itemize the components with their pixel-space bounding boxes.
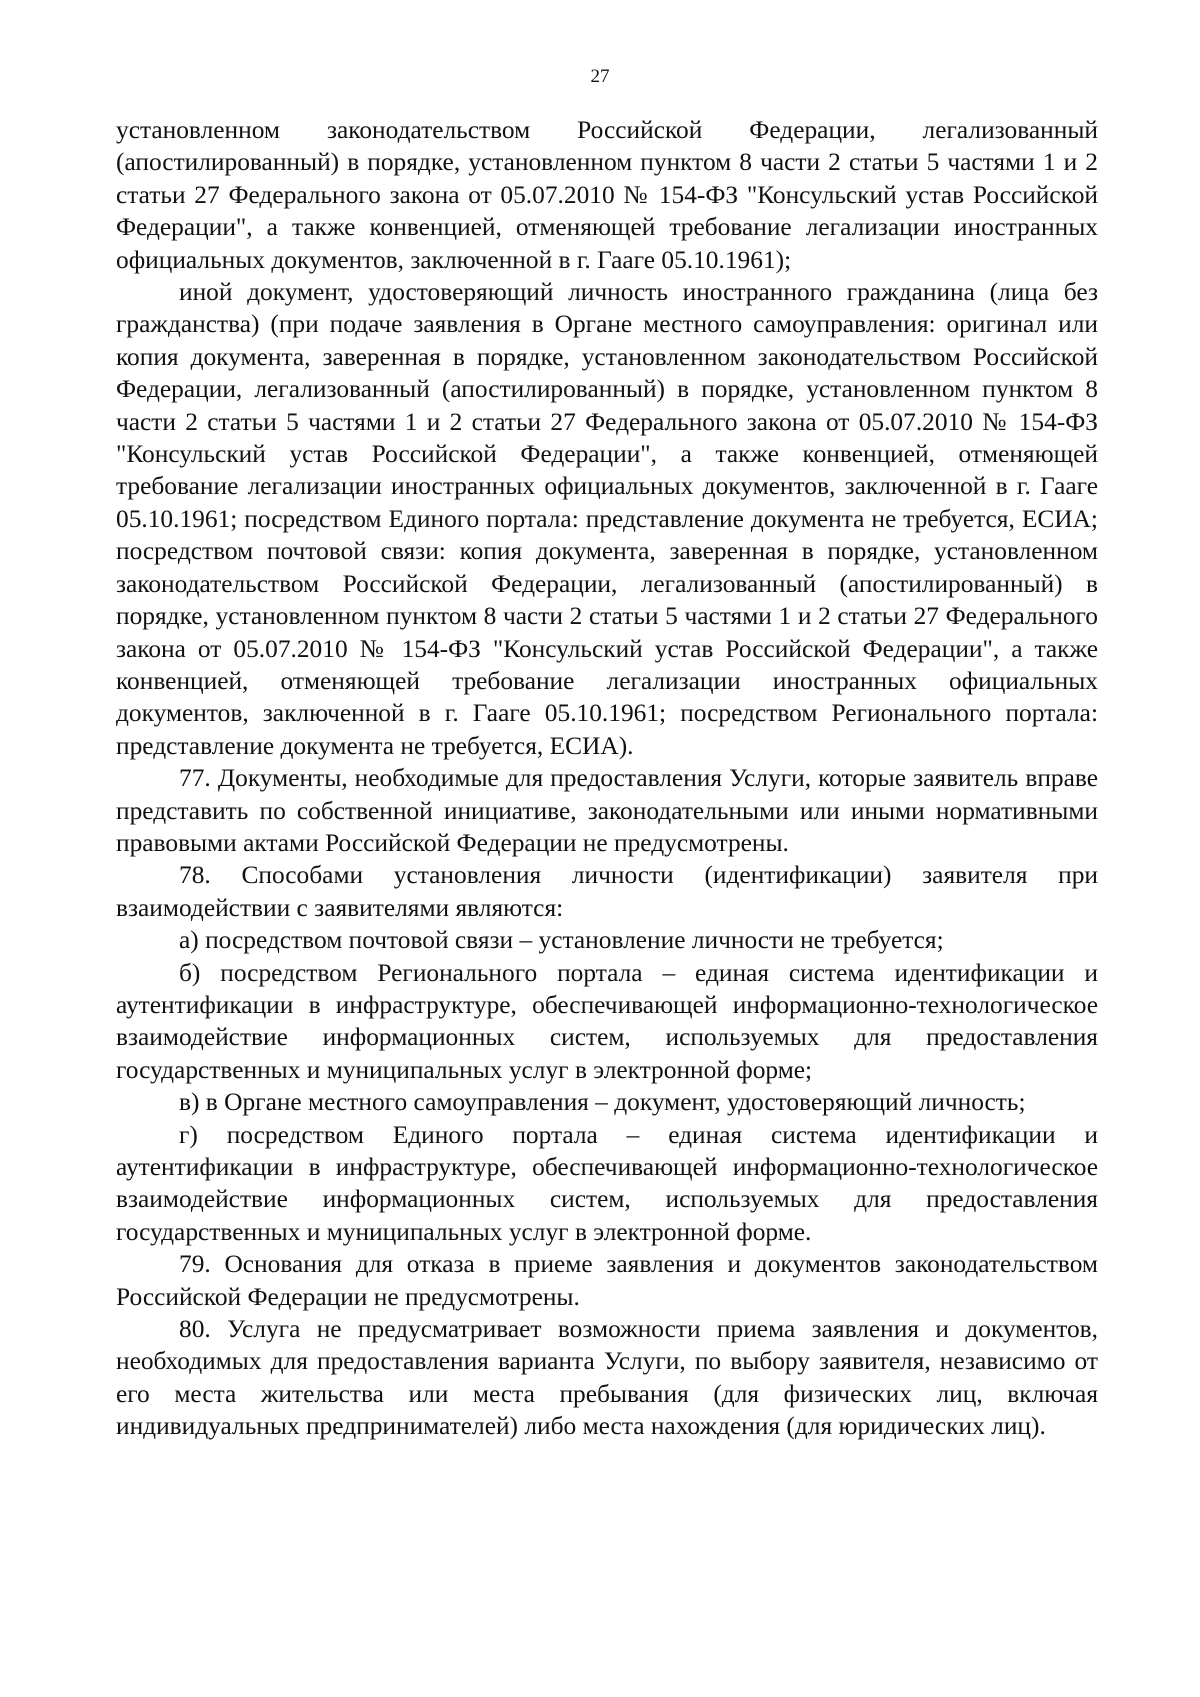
paragraph-78: 78. Способами установления личности (идентификации) заявителя при взаимодействии с заявителями являются: (116, 861, 1098, 922)
list-item-b: б) посредством Регионального портала – единая система идентификации и аутентификации в инфраструктуре, обеспечивающей информационно-технологическое взаимодействие информационных систем, используемых для предоставления государственных и муниципальных услуг в электронной форме; (116, 958, 1098, 1084)
paragraph-continuation: установленном законодательством Российской Федерации, легализованный (апостилированный) в порядке, установленном пунктом 8 части 2 статьи 5 частями 1 и 2 статьи 27 Федерального закона от 05.07.2010 № 154-ФЗ "Консульский устав Российской Федерации", а также конвенцией, отменяющей требование легализации иностранных официальных документов, заключенной в г. Гааге 05.10.1961); (116, 116, 1098, 274)
paragraph-80: 80. Услуга не предусматривает возможности приема заявления и документов, необходимых для предоставления варианта Услуги, по выбору заявителя, независимо от его места жительства или места пребывания (для физических лиц, включая индивидуальных предпринимателей) либо места нахождения (для юридических лиц). (116, 1315, 1098, 1441)
paragraph-79: 79. Основания для отказа в приеме заявления и документов законодательством Российской Федерации не предусмотрены. (116, 1250, 1098, 1311)
list-item-v: в) в Органе местного самоуправления – документ, удостоверяющий личность; (179, 1088, 1026, 1117)
list-item-g: г) посредством Единого портала – единая система идентификации и аутентификации в инфраструктуре, обеспечивающей информационно-технологическое взаимодействие информационных систем, используемых для предоставления государственных и муниципальных услуг в электронной форме. (116, 1120, 1098, 1246)
document-body (116, 114, 1098, 1443)
paragraph-foreign-id-document: иной документ, удостоверяющий личность иностранного гражданина (лица без гражданства) (при подаче заявления в Органе местного самоуправления: оригинал или копия документа, заверенная в порядке, установленном законодательством Российской Федерации, легализованный (апостилированный) в порядке, установленном пунктом 8 части 2 статьи 5 частями 1 и 2 статьи 27 Федерального закона от 05.07.2010 № 154-ФЗ "Консульский устав Российской Федерации", а также конвенцией, отменяющей требование легализации иностранных официальных документов, заключенной в г. Гааге 05.10.1961; посредством Единого портала: представление документа не требуется, ЕСИА; посредством почтовой связи: копия документа, заверенная в порядке, установленном законодательством Российской Федерации, легализованный (апостилированный) в порядке, установленном пунктом 8 части 2 статьи 5 частями 1 и 2 статьи 27 Федерального закона от 05.07.2010 № 154-ФЗ "Консульский устав Российской Федерации", а также конвенцией, отменяющей требование легализации иностранных официальных документов, заключенной в г. Гааге 05.10.1961; посредством Регионального портала: представление документа не требуется, ЕСИА). (116, 278, 1098, 760)
list-item-a: а) посредством почтовой связи – установление личности не требуется; (179, 926, 944, 955)
paragraph-77: 77. Документы, необходимые для предоставления Услуги, которые заявитель вправе представить по собственной инициативе, законодательными или иными нормативными правовыми актами Российской Федерации не предусмотрены. (116, 764, 1098, 857)
page-number: 27 (590, 66, 610, 87)
